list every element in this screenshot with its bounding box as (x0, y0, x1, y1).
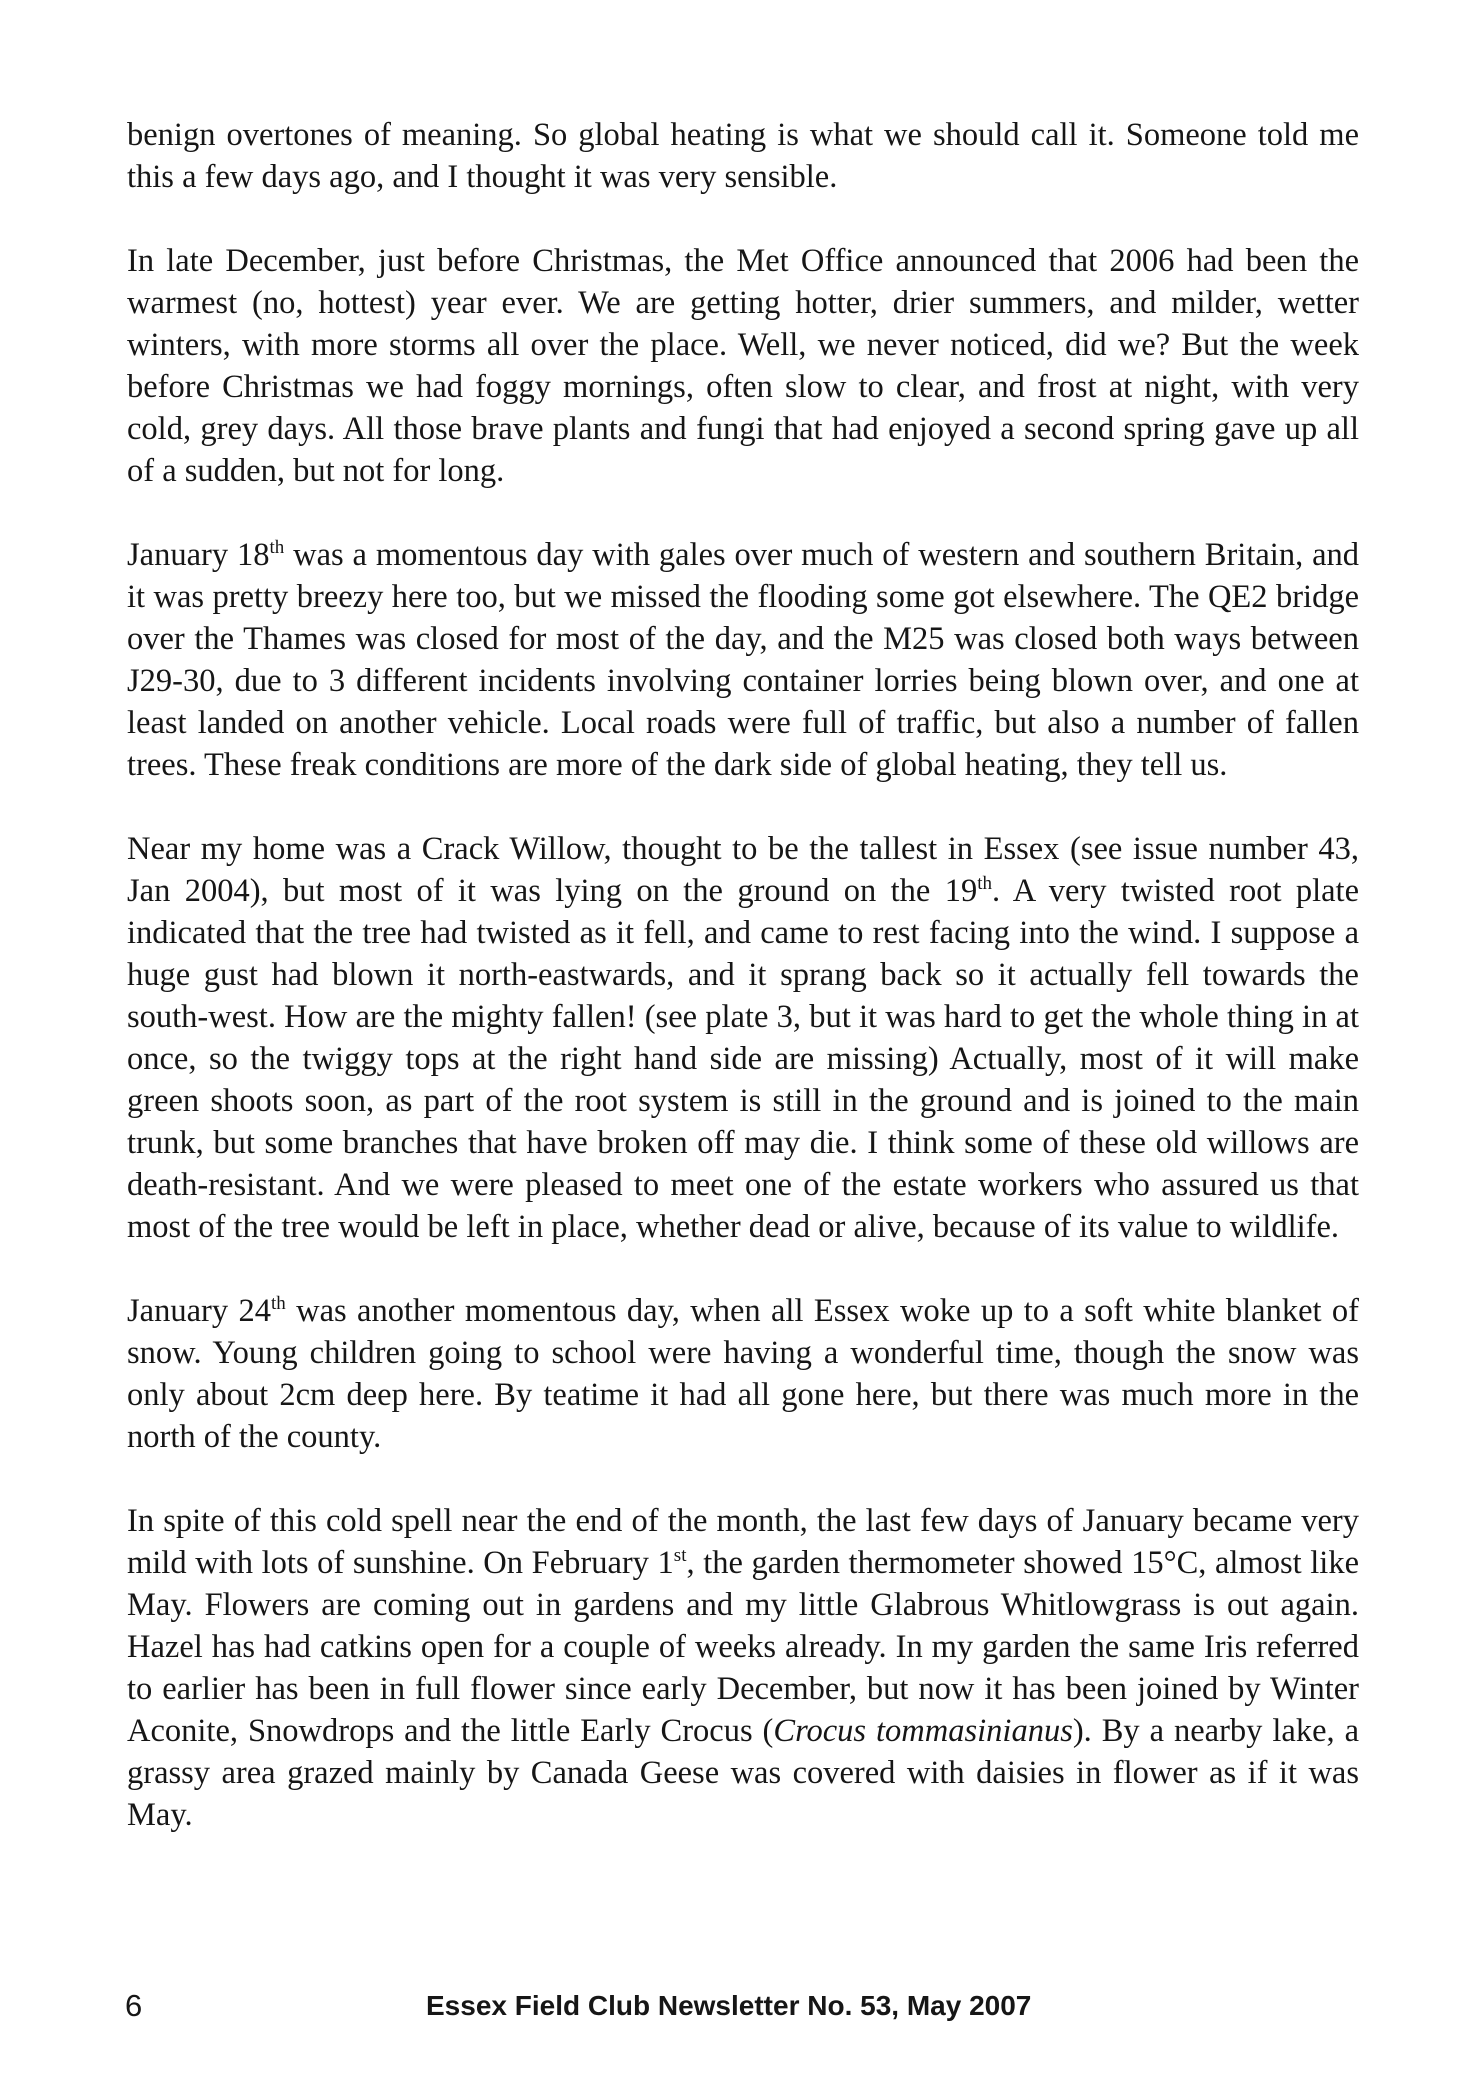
page-number: 6 (125, 1988, 143, 2023)
paragraph-january-24 (127, 1290, 1359, 1458)
paragraph-text: was another momentous day, when all Essex woke up to a soft white blanket of snow. Young children going to school were having a wonderful time, though the snow was only about 2cm deep here. By teatime it had all gone here, but there was much more in the north of the county. (127, 1293, 1359, 1455)
species-name: Crocus tommasinianus (773, 1713, 1073, 1749)
ordinal-suffix: th (977, 873, 993, 894)
paragraph-lead: January 24 (127, 1293, 271, 1329)
page-footer (0, 1984, 1480, 2028)
paragraph-lead: Near my home was a Crack Willow, thought to be the tallest in Essex (see issue number 43, Jan 2004), but most of it was lying on the ground on the 19 (127, 831, 1359, 909)
paragraph-january-18 (127, 534, 1359, 786)
paragraph-text: , the garden thermometer showed 15°C, almost like May. Flowers are coming out in gardens and my little Glabrous Whitlowgrass is out again. Hazel has had catkins open for a couple of weeks already. In my garden the same Iris referred to earlier has been in full flower since early December, but now it has been joined by Winter Aconite, Snowdrops and the little Early Crocus ( (127, 1545, 1359, 1749)
paragraph-crack-willow (127, 828, 1359, 1248)
paragraph-december (127, 240, 1359, 492)
paragraph-february (127, 1500, 1359, 1836)
paragraph-text: . A very twisted root plate indicated that the tree had twisted as it fell, and came to rest facing into the wind. I suppose a huge gust had blown it north-eastwards, and it sprang back so it actually fell towards the south-west. How are the mighty fallen! (see plate 3, but it was hard to get the whole thing in at once, so the twiggy tops at the right hand side are missing) Actually, most of it will make green shoots soon, as part of the root system is still in the ground and is joined to the main trunk, but some branches that have broken off may die. I think some of these old willows are death-resistant. And we were pleased to meet one of the estate workers who assured us that most of the tree would be left in place, whether dead or alive, because of its value to wildlife. (127, 873, 1359, 1245)
ordinal-suffix: th (269, 537, 285, 558)
paragraph-tail: ). By a nearby lake, a grassy area grazed mainly by Canada Geese was covered with daisies in flower as if it was May. (127, 1713, 1359, 1833)
paragraph-lead: January 18 (127, 537, 270, 573)
paragraph-text: In late December, just before Christmas, the Met Office announced that 2006 had been the warmest (no, hottest) year ever. We are getting hotter, drier summers, and milder, wetter winters, with more storms all over the place. Well, we never noticed, did we? But the week before Christmas we had foggy mornings, often slow to clear, and frost at night, with very cold, grey days. All those brave plants and fungi that had enjoyed a second spring gave up all of a sudden, but not for long. (127, 243, 1359, 489)
paragraph-global-heating (127, 114, 1359, 198)
article-body (127, 114, 1359, 1836)
paragraph-lead: In spite of this cold spell near the end of the month, the last few days of January became very mild with lots of sunshine. On February 1 (127, 1503, 1359, 1581)
paragraph-text: benign overtones of meaning. So global heating is what we should call it. Someone told me this a few days ago, and I thought it was very sensible. (127, 117, 1359, 195)
newsletter-title: Essex Field Club Newsletter No. 53, May 2007 (426, 1990, 1032, 2021)
ordinal-suffix: th (270, 1293, 286, 1314)
ordinal-suffix: st (673, 1545, 687, 1566)
paragraph-text: was a momentous day with gales over much of western and southern Britain, and it was pretty breezy here too, but we missed the flooding some got elsewhere. The QE2 bridge over the Thames was closed for most of the day, and the M25 was closed both ways between J29-30, due to 3 different incidents involving container lorries being blown over, and one at least landed on another vehicle. Local roads were full of traffic, but also a number of fallen trees. These freak conditions are more of the dark side of global heating, they tell us. (127, 537, 1360, 783)
